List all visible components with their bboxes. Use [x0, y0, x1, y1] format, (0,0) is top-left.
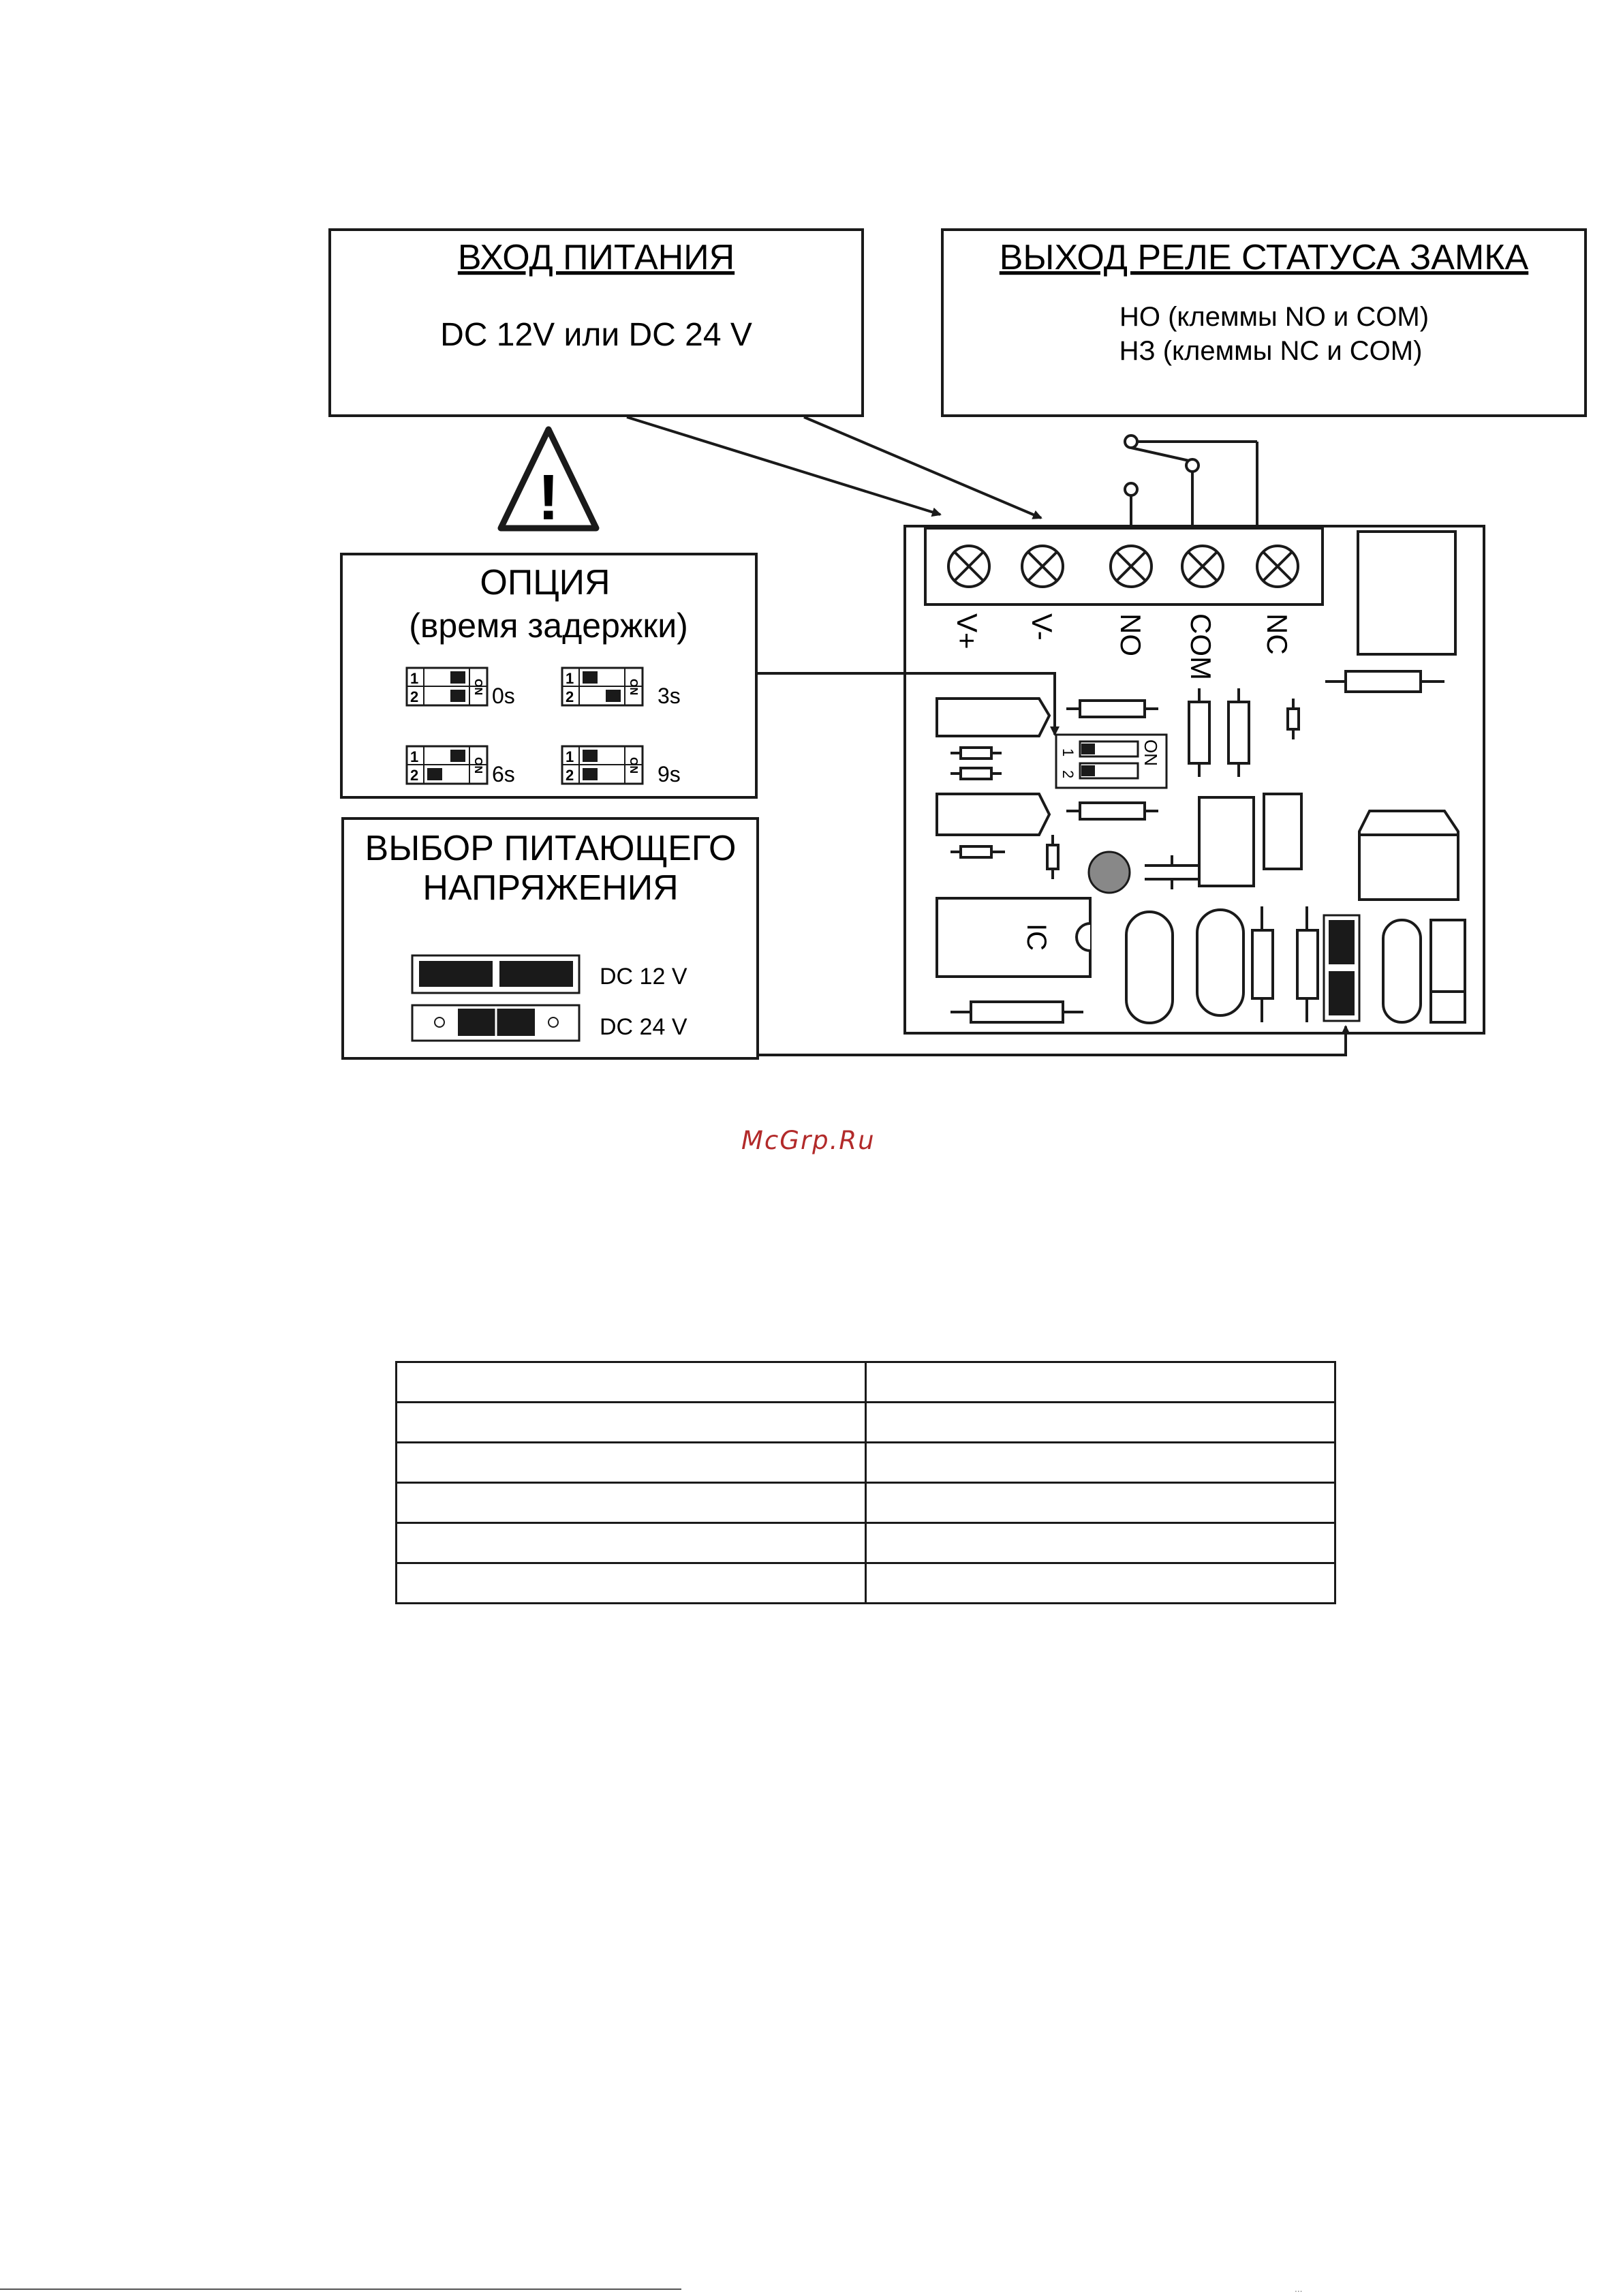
footer-text: ... [1295, 2284, 1303, 2294]
table-cell [866, 1403, 1335, 1443]
svg-text:2: 2 [410, 688, 419, 705]
jumper-dc12 [412, 955, 687, 993]
jumper-dc24 [412, 1005, 687, 1041]
dip-label-0s: 0s [492, 684, 515, 708]
table-cell [866, 1362, 1335, 1403]
svg-text:ON: ON [472, 757, 484, 774]
terminal-screw-nc-icon [1257, 546, 1298, 587]
table-row [397, 1362, 1335, 1403]
svg-text:1: 1 [1060, 748, 1077, 757]
svg-text:1: 1 [410, 670, 419, 687]
dip-setting-0s [407, 668, 515, 708]
dip-setting-3s [562, 668, 681, 708]
svg-text:!: ! [538, 461, 559, 534]
terminal-block [925, 528, 1323, 604]
svg-text:ON: ON [472, 679, 484, 695]
power-input-value: DC 12V или DC 24 V [440, 317, 752, 353]
relay-output-box [942, 230, 1586, 416]
svg-text:ON: ON [628, 679, 639, 695]
terminal-screw-no-icon [1111, 546, 1151, 587]
power-input-title: ВХОД ПИТАНИЯ [457, 238, 735, 277]
table-row [397, 1523, 1335, 1563]
svg-text:1: 1 [410, 748, 419, 765]
dip-label-6s: 6s [492, 762, 515, 786]
svg-text:2: 2 [410, 767, 419, 784]
dip-label-3s: 3s [658, 684, 681, 708]
relay-contact-wiring [1125, 435, 1257, 526]
warning-icon [501, 429, 596, 534]
table-cell [866, 1443, 1335, 1483]
pcb-components [937, 671, 1465, 1023]
terminal-screw-vplus-icon [948, 546, 989, 587]
spec-table [395, 1361, 1336, 1604]
table-row [397, 1483, 1335, 1523]
terminal-label-nc: NC [1261, 613, 1293, 655]
option-subtitle: (время задержки) [409, 607, 688, 645]
option-box [341, 554, 756, 797]
terminal-label-com: COM [1185, 613, 1217, 680]
ldr-icon [1089, 852, 1130, 893]
table-row [397, 1403, 1335, 1443]
watermark: McGrp.Ru [741, 1126, 876, 1155]
terminal-screw-com-icon [1182, 546, 1223, 587]
dc24-label: DC 24 V [600, 1014, 687, 1040]
board-dip-switch [1056, 735, 1166, 788]
relay-output-line2: НЗ (клеммы NC и COM) [1119, 336, 1423, 366]
pcb-board [905, 526, 1484, 1033]
table-cell [397, 1563, 866, 1604]
table-row [397, 1563, 1335, 1604]
table-cell [397, 1362, 866, 1403]
svg-text:1: 1 [566, 748, 574, 765]
terminal-screw-vminus-icon [1022, 546, 1063, 587]
footer-divider [0, 2289, 681, 2290]
relay-component [1358, 532, 1455, 654]
table-row [397, 1443, 1335, 1483]
svg-text:2: 2 [1060, 770, 1077, 779]
dc12-label: DC 12 V [600, 964, 687, 990]
wiring-diagram [0, 0, 1623, 1118]
table-cell [397, 1523, 866, 1563]
option-title: ОПЦИЯ [480, 563, 610, 602]
terminal-label-vplus: V+ [951, 613, 983, 649]
ic-label: IC [1021, 923, 1051, 951]
table-cell [866, 1563, 1335, 1604]
svg-text:2: 2 [566, 688, 574, 705]
svg-text:2: 2 [566, 767, 574, 784]
table-cell [866, 1523, 1335, 1563]
table-cell [866, 1483, 1335, 1523]
dip-label-9s: 9s [658, 762, 681, 786]
dip-setting-6s [407, 746, 515, 786]
voltage-select-title-1: ВЫБОР ПИТАЮЩЕГО [365, 829, 737, 868]
svg-text:ON: ON [628, 757, 639, 774]
svg-text:ON: ON [1141, 739, 1161, 766]
voltage-select-title-2: НАПРЯЖЕНИЯ [422, 868, 679, 908]
table-cell [397, 1483, 866, 1523]
terminal-label-vminus: V- [1026, 613, 1058, 641]
board-voltage-jumper [1324, 915, 1359, 1021]
relay-output-title: ВЫХОД РЕЛЕ СТАТУСА ЗАМКА [999, 238, 1529, 277]
terminal-label-no: NO [1115, 613, 1147, 656]
voltage-select-box [343, 818, 758, 1058]
table-cell [397, 1443, 866, 1483]
dip-setting-9s [562, 746, 681, 786]
power-input-box [330, 230, 863, 416]
table-cell [397, 1403, 866, 1443]
svg-text:1: 1 [566, 670, 574, 687]
relay-output-line1: НО (клеммы NO и COM) [1119, 302, 1429, 332]
